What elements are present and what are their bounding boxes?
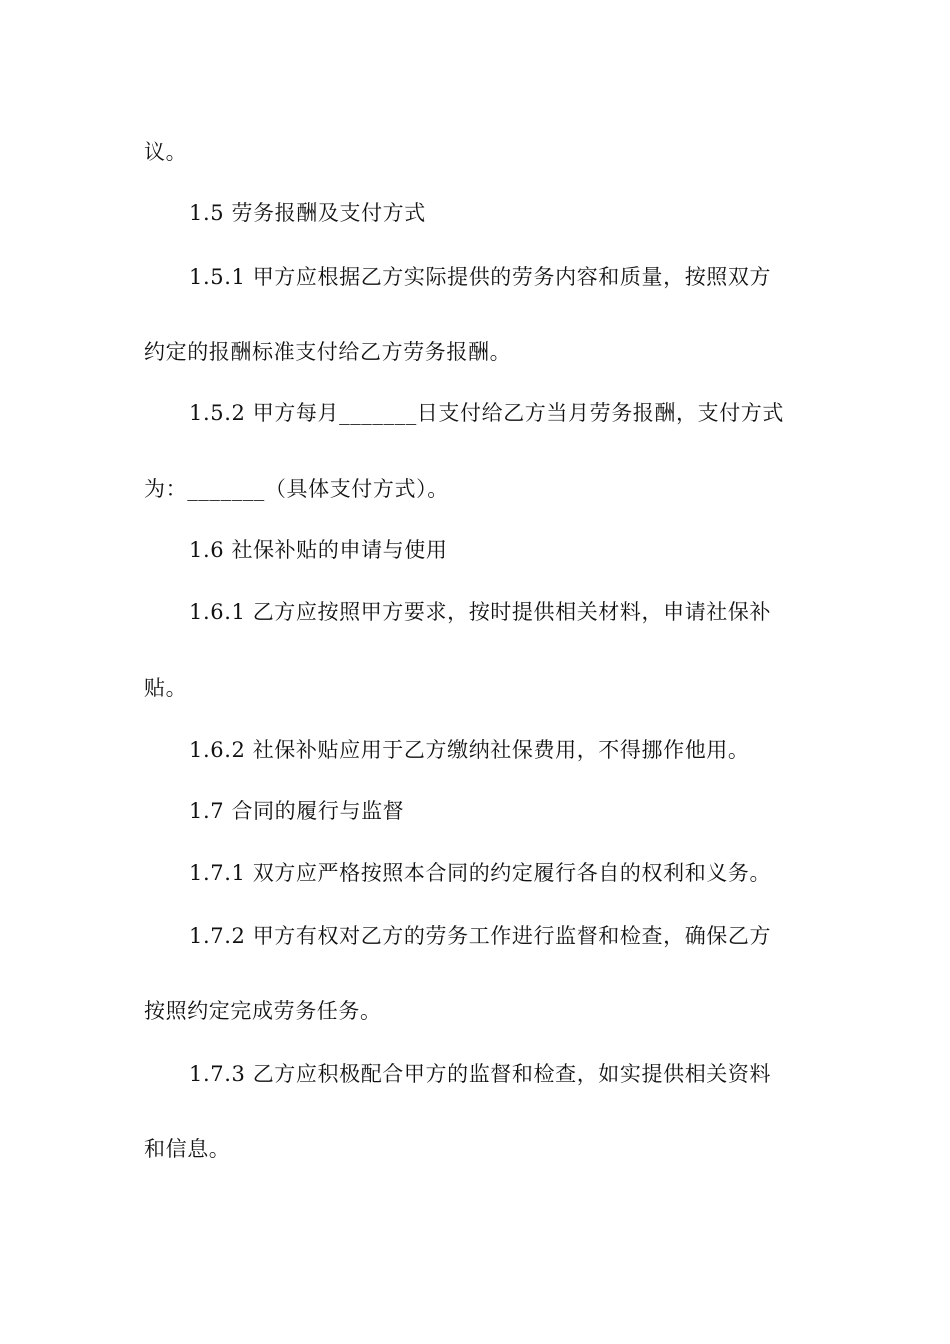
clause-1-7-3: 1.7.3 乙方应积极配合甲方的监督和检查，如实提供相关资料 [189, 1062, 772, 1086]
clause-1-6-1: 1.6.1 乙方应按照甲方要求，按时提供相关材料，申请社保补 [189, 600, 772, 624]
clause-1-6-1-cont: 贴。 [144, 676, 188, 700]
clause-1-5-2: 1.5.2 甲方每月_______日支付给乙方当月劳务报酬，支付方式 [189, 401, 785, 425]
clause-1-5-2-cont: 为：_______（具体支付方式）。 [144, 477, 449, 501]
section-heading-1-6: 1.6 社保补贴的申请与使用 [189, 538, 448, 562]
clause-1-7-1: 1.7.1 双方应严格按照本合同的约定履行各自的权利和义务。 [189, 861, 772, 885]
clause-1-7-2: 1.7.2 甲方有权对乙方的劳务工作进行监督和检查，确保乙方 [189, 924, 772, 948]
section-heading-1-7: 1.7 合同的履行与监督 [189, 799, 405, 823]
clause-1-5-1-cont: 约定的报酬标准支付给乙方劳务报酬。 [144, 340, 512, 364]
clause-1-7-3-cont: 和信息。 [144, 1137, 231, 1161]
clause-1-5-1: 1.5.1 甲方应根据乙方实际提供的劳务内容和质量，按照双方 [189, 265, 772, 289]
paragraph-continuation: 议。 [144, 140, 188, 164]
clause-1-7-2-cont: 按照约定完成劳务任务。 [144, 999, 382, 1023]
section-heading-1-5: 1.5 劳务报酬及支付方式 [189, 201, 426, 225]
clause-1-6-2: 1.6.2 社保补贴应用于乙方缴纳社保费用，不得挪作他用。 [189, 738, 750, 762]
